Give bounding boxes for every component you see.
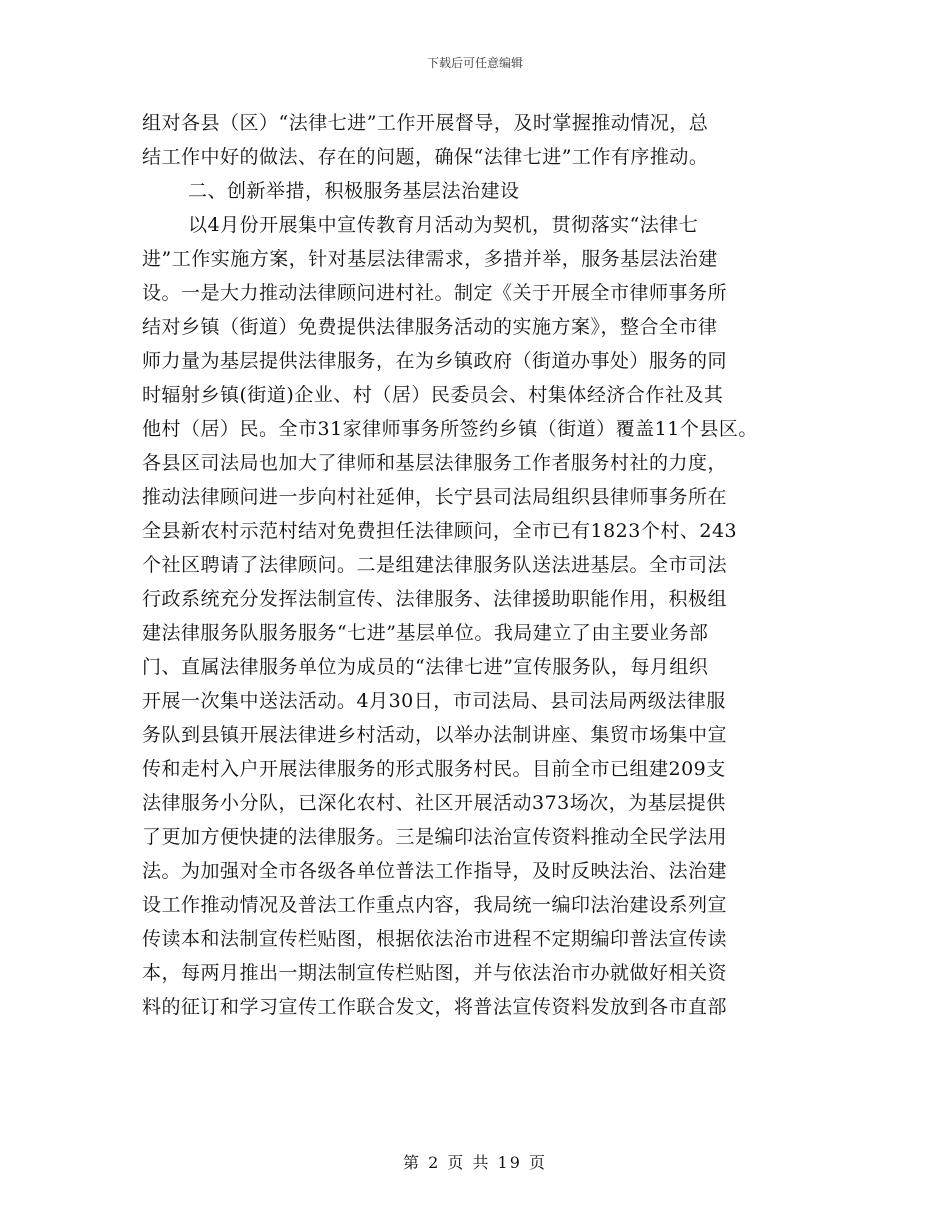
page-number: 第 2 页 共 19 页 [403,1153,547,1172]
text-line: 组对各县（区）“法律七进”工作开展督导，及时掌握推动情况，总 [142,112,709,134]
text-line: 设。一是大力推动法律顾问进村社。制定《关于开展全市律师事务所 [142,282,728,304]
text-line: 务队到县镇开展法律进乡村活动，以举办法制讲座、集贸市场集中宣 [142,724,728,746]
text-line: 各县区司法局也加大了律师和基层法律服务工作者服务村社的力度， [142,452,728,474]
text-line: 结对乡镇（街道）免费提供法律服务活动的实施方案》，整合全市律 [142,316,718,338]
text-line: 进”工作实施方案，针对基层法律需求，多措并举，服务基层法治建 [142,248,718,270]
text-line: 时辐射乡镇(街道)企业、村（居）民委员会、村集体经济合作社及其 [142,384,724,406]
text-line: 建法律服务队服务服务“七进”基层单位。我局建立了由主要业务部 [142,622,709,644]
text-line: 开展一次集中送法活动。4月30日，市司法局、县司法局两级法律服 [142,690,726,712]
text-line: 个社区聘请了法律顾问。二是组建法律服务队送法进基层。全市司法 [142,554,728,576]
text-line: 法。为加强对全市各级各单位普法工作指导，及时反映法治、法治建 [142,860,728,882]
text-line: 推动法律顾问进一步向村社延伸，长宁县司法局组织县律师事务所在 [142,486,728,508]
text-line: 门、直属法律服务单位为成员的“法律七进”宣传服务队，每月组织 [142,656,709,678]
text-line: 了更加方便快捷的法律服务。三是编印法治宣传资料推动全民学法用 [142,826,728,848]
text-line: 全县新农村示范村结对免费担任法律顾问，全市已有1823个村、243 [142,520,738,542]
text-line: 结工作中好的做法、存在的问题，确保“法律七进”工作有序推动。 [142,146,709,168]
text-line: 行政系统充分发挥法制宣传、法律服务、法律援助职能作用，积极组 [142,588,728,610]
text-line: 传和走村入户开展法律服务的形式服务村民。目前全市已组建209支 [142,758,726,780]
text-line: 以4月份开展集中宣传教育月活动为契机，贯彻落实“法律七 [188,214,699,236]
page-header-note: 下载后可任意编辑 [426,56,523,70]
section-heading: 二、创新举措，积极服务基层法治建设 [188,180,520,202]
text-line: 设工作推动情况及普法工作重点内容，我局统一编印法治建设系列宣 [142,894,728,916]
text-line: 传读本和法制宣传栏贴图，根据依法治市进程不定期编印普法宣传读 [142,928,728,950]
document-body [142,106,822,1024]
text-line: 本，每两月推出一期法制宣传栏贴图，并与依法治市办就做好相关资 [142,962,728,984]
text-line: 料的征订和学习宣传工作联合发文，将普法宣传资料发放到各市直部 [142,996,728,1018]
text-line: 师力量为基层提供法律服务，在为乡镇政府（街道办事处）服务的同 [142,350,728,372]
text-line: 法律服务小分队，已深化农村、社区开展活动373场次，为基层提供 [142,792,726,814]
text-line: 他村（居）民。全市31家律师事务所签约乡镇（街道）覆盖11个县区。 [142,418,758,440]
